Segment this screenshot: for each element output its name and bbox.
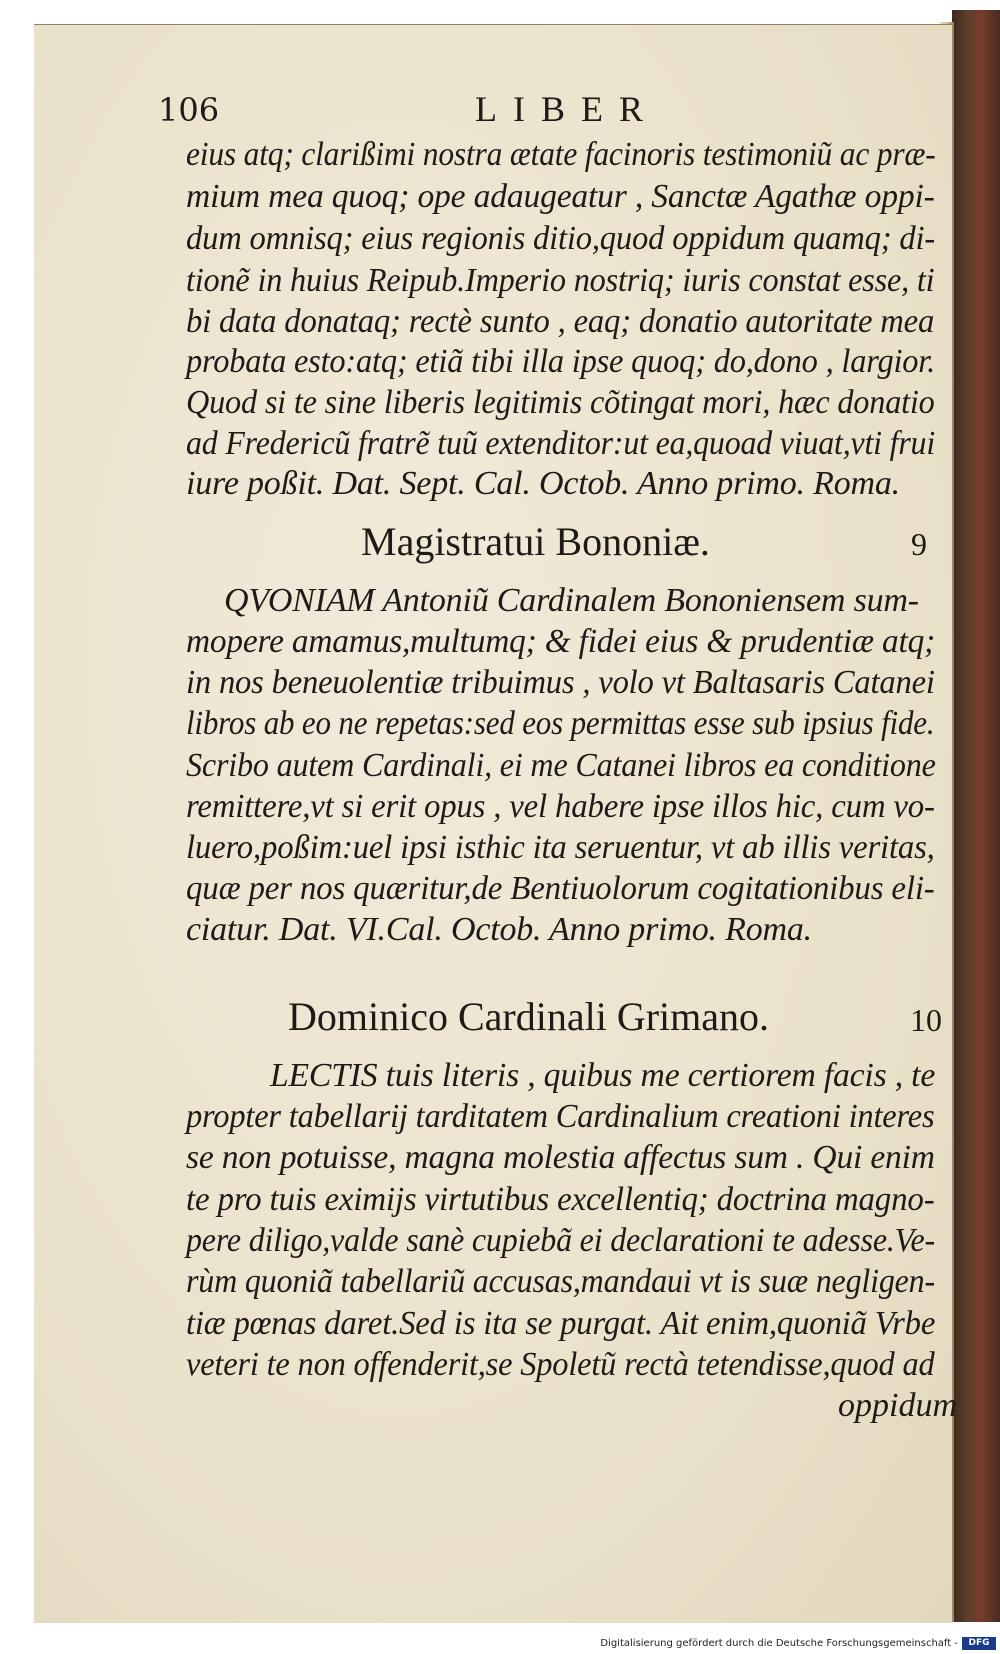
- page-number: 106: [158, 91, 220, 129]
- text-line: Scribo autem Cardinali, ei me Catanei libros ea conditione: [186, 747, 936, 784]
- text-line: iure poßit. Dat. Sept. Cal. Octob. Anno primo. Roma.: [186, 465, 900, 502]
- letter-9-number: 9: [911, 526, 927, 562]
- running-title: LIBER: [475, 89, 659, 129]
- text-line: luero,poßim:uel ipsi isthic ita seruentur, vt ab illis veritas,: [186, 829, 935, 866]
- text-line: probata esto:atq; etiã tibi illa ipse quoq; do,dono , largior.: [186, 343, 936, 380]
- dfg-logo: DFG: [962, 1637, 996, 1650]
- text-line: ciatur. Dat. VI.Cal. Octob. Anno primo. Roma.: [186, 911, 812, 948]
- text-line: ad Fredericũ fratrẽ tuũ extenditor:ut ea,quoad viuat,vti frui: [186, 425, 936, 462]
- letter-10-number: 10: [910, 1002, 942, 1038]
- text-line: pere diligo,valde sanè cupiebã ei declarationi te adesse.Ve-: [186, 1222, 935, 1259]
- text-line: se non potuisse, magna molestia affectus sum . Qui enim: [186, 1139, 935, 1176]
- digitization-footer: [0, 1635, 1000, 1654]
- text-line: bi data donataq; rectè sunto , eaq; donatio autoritate mea: [186, 303, 935, 340]
- letter-10-title: Dominico Cardinali Grimano.: [288, 994, 770, 1039]
- text-line: libros ab eo ne repetas:sed eos permittas esse sub ipsius fide.: [186, 705, 935, 742]
- text-line: te pro tuis eximijs virtutibus excellentiq; doctrina magno-: [186, 1181, 935, 1218]
- text-line: mium mea quoq; ope adaugeatur , Sanctæ Agathæ oppi-: [186, 178, 935, 215]
- text-line: rùm quoniã tabellariũ accusas,mandaui vt is suæ negligen-: [186, 1263, 935, 1300]
- text-line: Quod si te sine liberis legitimis cõtingat mori, hæc donatio: [186, 384, 935, 421]
- text-line: LECTIS tuis literis , quibus me certiorem facis , te: [270, 1057, 936, 1094]
- text-line: remittere,vt si erit opus , vel habere ipse illos hic, cum vo-: [186, 788, 935, 825]
- text-line: veteri te non offenderit,se Spoletũ rectà tetendisse,quod ad: [186, 1346, 935, 1383]
- text-line: propter tabellarij tarditatem Cardinalium creationi interes: [186, 1098, 935, 1135]
- footer-credit: Digitalisierung gefördert durch die Deutsche Forschungsgemeinschaft -: [600, 1638, 958, 1649]
- text-line: tiæ pœnas daret.Sed is ita se purgat. Ait enim,quoniã Vrbe: [186, 1305, 936, 1342]
- text-line: dum omnisq; eius regionis ditio,quod oppidum quamq; di-: [186, 220, 936, 257]
- letter-9-title: Magistratui Bononiæ.: [361, 519, 710, 564]
- book-spine: [952, 10, 1000, 1622]
- text-line: tionẽ in huius Reipub.Imperio nostriq; iuris constat esse, ti: [186, 262, 935, 299]
- text-line: QVONIAM Antoniũ Cardinalem Bononiensem sum-: [224, 582, 919, 619]
- text-line: quæ per nos quæritur,de Bentiuolorum cogitationibus eli-: [186, 870, 935, 907]
- text-line: eius atq; clarißimi nostra ætate facinoris testimoniũ ac præ-: [186, 136, 936, 173]
- text-line: in nos beneuolentiæ tribuimus , volo vt Baltasaris Catanei: [186, 664, 935, 701]
- catchword: oppidum: [838, 1387, 957, 1424]
- text-line: mopere amamus,multumq; & fidei eius & prudentiæ atq;: [186, 623, 935, 660]
